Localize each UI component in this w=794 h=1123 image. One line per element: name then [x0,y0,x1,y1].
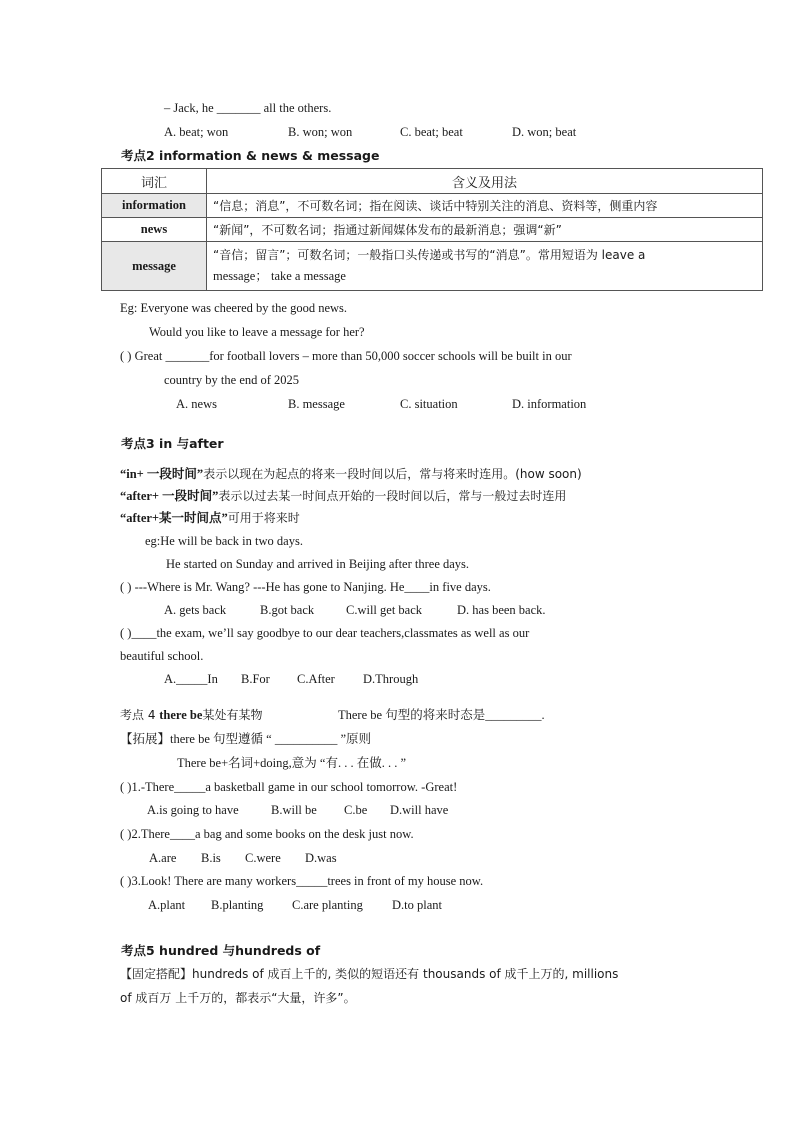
kd3-rule-2 [120,488,566,504]
kd3-rule-1 [120,466,582,482]
kd5-line-2: of 成百万 上千万的，都表示“大量，许多”。 [120,991,356,1005]
kd3-q2-option-a: A._____In [164,672,218,686]
kd2-option-b: B. message [288,397,345,411]
table-cell-word: information [102,194,207,218]
table-cell-desc [207,242,763,291]
kd4-extension: 【拓展】there be 句型遵循 “ __________ ”原则 [120,732,372,746]
prev-option-a: A. beat; won [164,125,229,139]
vocab-table [101,168,763,291]
kd4-q1-option-b: B.will be [271,803,317,817]
prev-option-d: D. won; beat [512,125,577,139]
kd3-heading: 考点3 in 与after [121,436,224,451]
table-row [102,218,763,242]
kd2-option-a: A. news [176,397,217,411]
kd4-heading [120,707,262,723]
table-header-meaning: 含义及用法 [207,169,763,194]
kd4-q3-stem: ( )3.Look! There are many workers_____trees in front of my house now. [120,874,484,888]
table-header-word: 词汇 [102,169,207,194]
kd2-question-line1: ( ) Great _______for football lovers – more than 50,000 soccer schools will be built in our [120,349,572,363]
kd2-option-c: C. situation [400,397,458,411]
kd3-rule-1-key: “in+ 一段时间” [120,467,204,481]
table-row [102,194,763,218]
kd4-extension-2: There be+名词+doing,意为 “有. . . 在做. . . ” [177,756,406,770]
kd4-q1-stem: ( )1.-There_____a basketball game in our school tomorrow. -Great! [120,780,458,794]
kd4-q2-option-a: A.are [149,851,177,865]
kd4-q2-option-d: D.was [305,851,337,865]
kd3-example-2: He started on Sunday and arrived in Beijing after three days. [166,557,470,571]
kd4-heading-prefix: 考点 4 [120,708,160,722]
kd3-rule-2-key: “after+ 一段时间” [120,489,219,503]
table-cell-desc-line1: “音信；留言”；可数名词；一般指口头传递或书写的“消息”。常用短语为 leave a [213,248,646,262]
prev-option-c: C. beat; beat [400,125,463,139]
kd4-heading-meaning: 某处有某物 [202,708,263,722]
kd3-q2-line1: ( )____the exam, we’ll say goodbye to our dear teachers,classmates as well as our [120,626,530,640]
table-cell-word: message [102,242,207,291]
kd3-rule-2-text: 表示以过去某一时间点开始的一段时间以后，常与一般过去时连用 [218,489,567,503]
kd3-rule-3-key: “after+某一时间点” [120,511,228,525]
table-cell-desc: “信息；消息”，不可数名词；指在阅读、谈话中特别关注的消息、资料等，侧重内容 [207,194,763,218]
kd5-heading: 考点5 hundred 与hundreds of [121,943,321,958]
kd3-rule-3 [120,510,300,526]
kd4-q2-option-b: B.is [201,851,221,865]
kd3-q2-option-d: D.Through [363,672,419,686]
kd3-q1-stem: ( ) ---Where is Mr. Wang? ---He has gone to Nanjing. He____in five days. [120,580,491,594]
table-cell-desc: “新闻”，不可数名词；指通过新闻媒体发布的最新消息；强调“新” [207,218,763,242]
kd2-example-2: Would you like to leave a message for her? [149,325,365,339]
kd3-rule-3-text: 可用于将来时 [227,511,300,525]
table-row [102,242,763,291]
kd3-q1-option-a: A. gets back [164,603,227,617]
kd3-example-1: eg:He will be back in two days. [145,534,303,548]
kd3-q2-line2: beautiful school. [120,649,204,663]
kd4-q2-stem: ( )2.There____a bag and some books on the desk just now. [120,827,414,841]
kd4-q1-option-d: D.will have [390,803,449,817]
kd4-q3-option-b: B.planting [211,898,264,912]
kd3-q1-option-b: B.got back [260,603,315,617]
kd2-option-d: D. information [512,397,587,411]
kd4-q3-option-a: A.plant [148,898,186,912]
prev-option-b: B. won; won [288,125,353,139]
kd3-q2-option-b: B.For [241,672,270,686]
kd4-q3-option-c: C.are planting [292,898,363,912]
kd2-example-1: Eg: Everyone was cheered by the good news. [120,301,348,315]
kd2-question-line2: country by the end of 2025 [164,373,300,387]
kd4-q1-option-c: C.be [344,803,368,817]
kd4-q1-option-a: A.is going to have [147,803,239,817]
kd2-heading: 考点2 information & news & message [121,148,380,163]
prev-question-stem: – Jack, he _______ all the others. [164,101,332,115]
kd3-q1-option-d: D. has been back. [457,603,546,617]
kd3-rule-1-text: 表示以现在为起点的将来一段时间以后，常与将来时连用。(how soon) [203,467,582,481]
table-cell-word: news [102,218,207,242]
table-cell-desc-line2: message； take a message [213,269,346,283]
kd4-future-tense: There be 句型的将来时态是_________. [338,708,545,722]
kd4-q2-option-c: C.were [245,851,281,865]
kd4-q3-option-d: D.to plant [392,898,442,912]
kd3-q1-option-c: C.will get back [346,603,423,617]
kd4-heading-keyword: there be [159,708,203,722]
kd5-line-1: 【固定搭配】hundreds of 成百上千的, 类似的短语还有 thousands of 成千上万的, millions [120,967,619,981]
kd3-q2-option-c: C.After [297,672,335,686]
